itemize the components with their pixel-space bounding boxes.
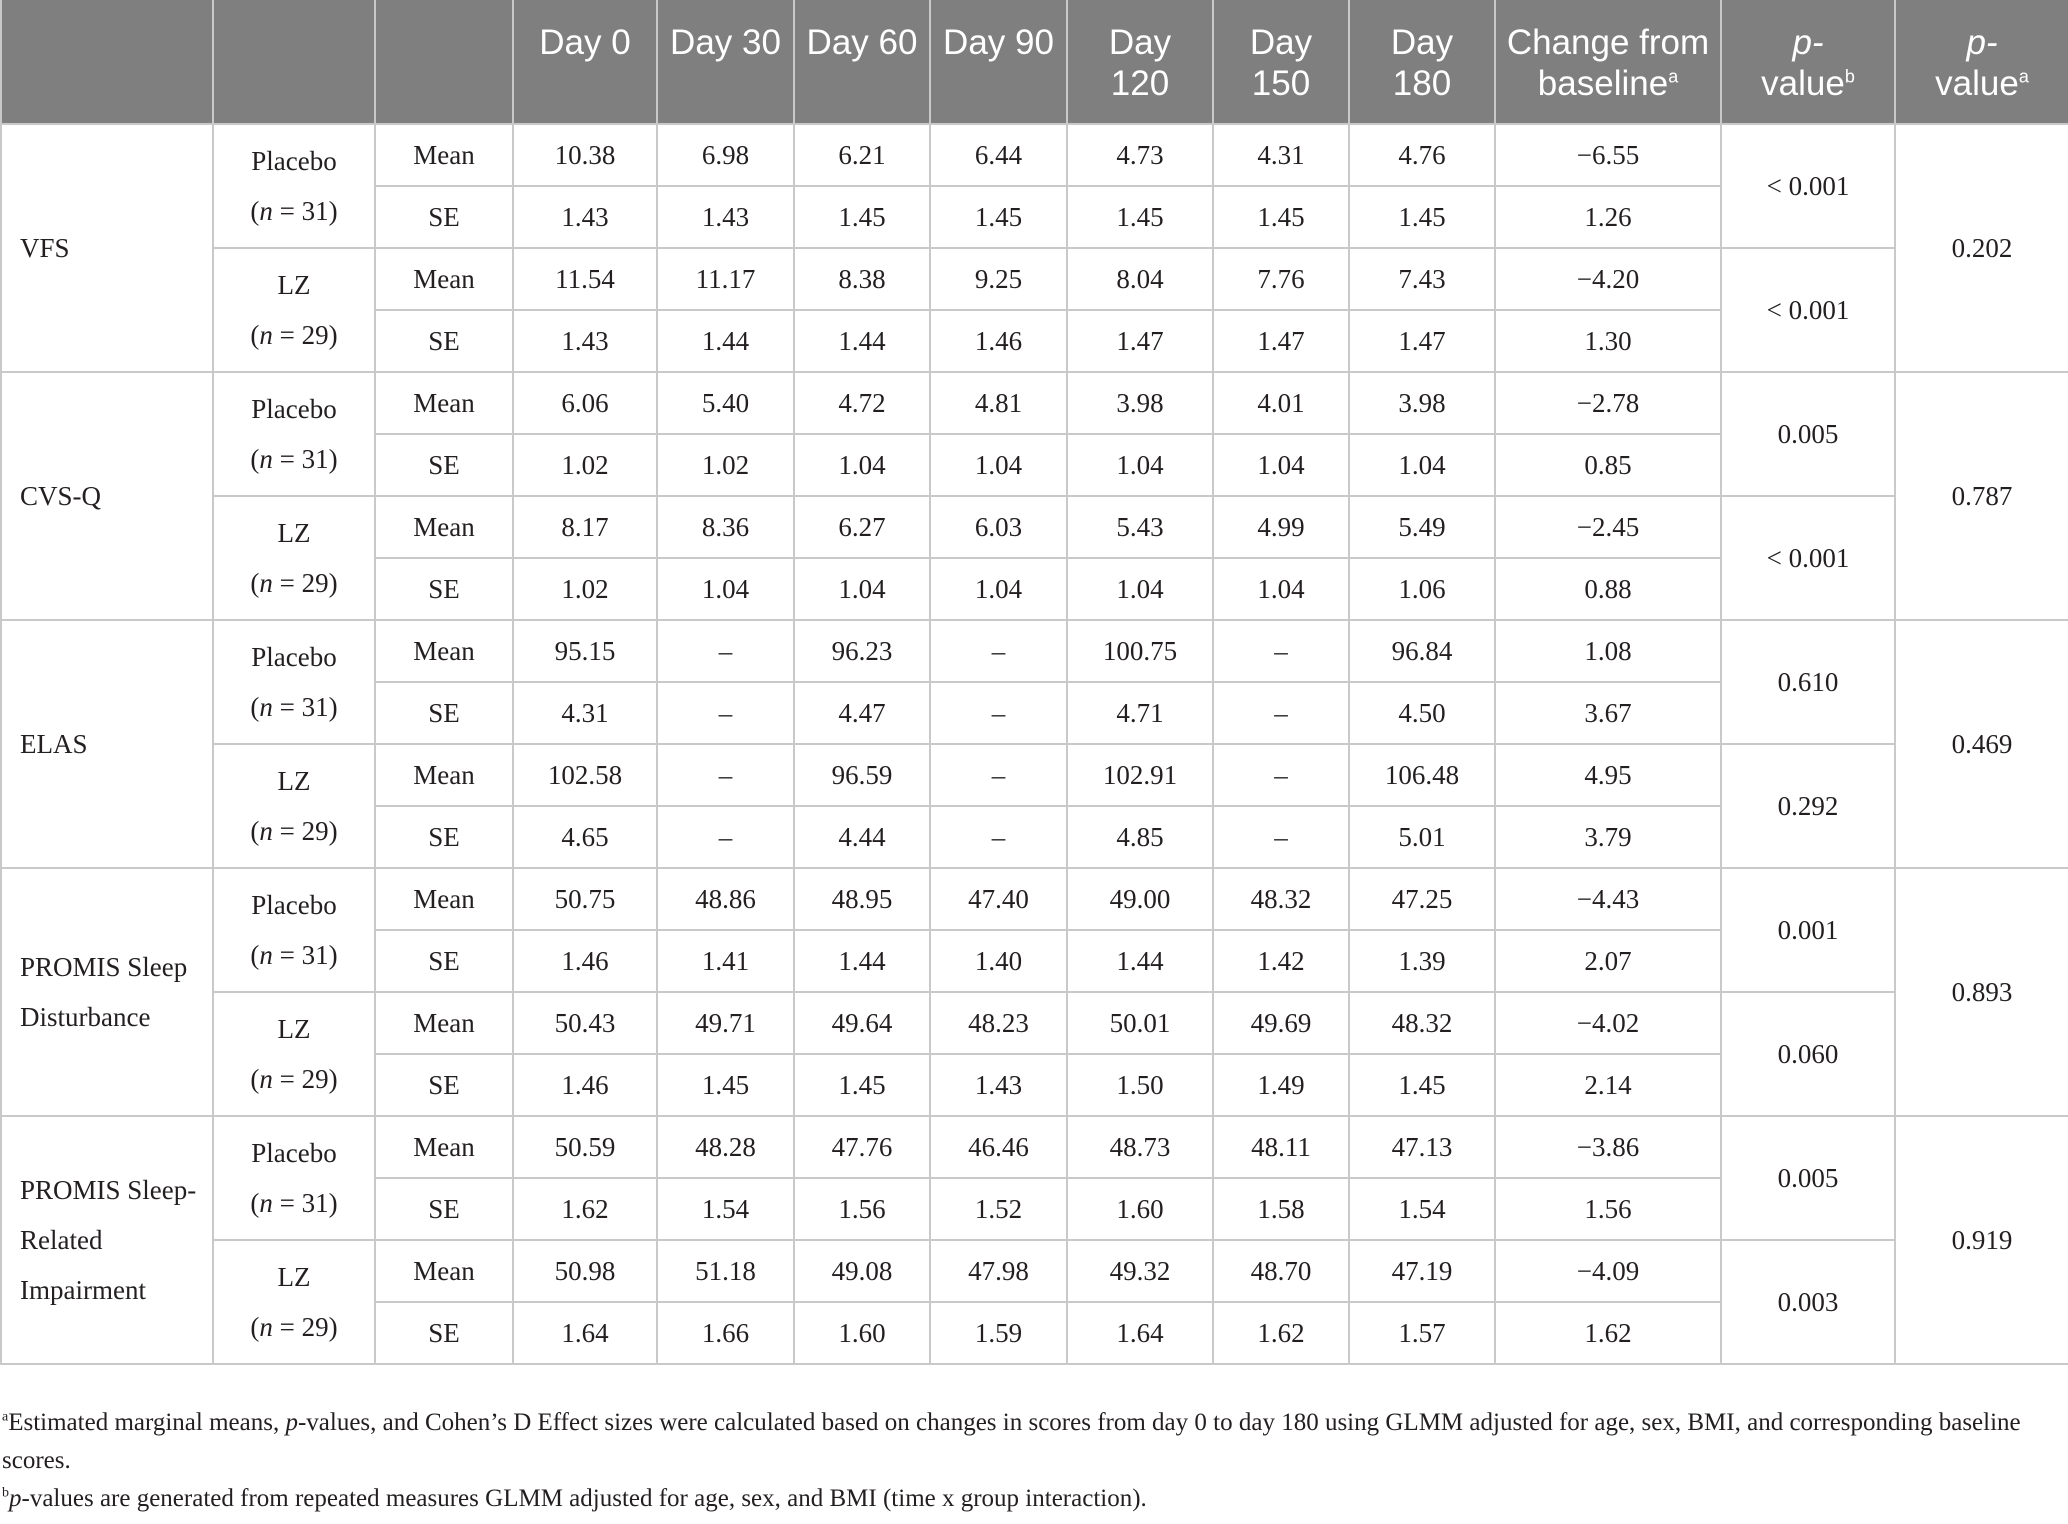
group-p-value: < 0.001 (1721, 496, 1895, 620)
header-change-sup: a (1668, 66, 1679, 87)
stat-label: Mean (375, 1116, 513, 1178)
header-day120: Day 120 (1067, 0, 1213, 124)
value-cell: 1.45 (794, 186, 930, 248)
stat-label: Mean (375, 1240, 513, 1302)
value-cell: 1.43 (513, 310, 657, 372)
value-cell: 1.44 (794, 310, 930, 372)
value-cell: 1.45 (1213, 186, 1349, 248)
header-day150: Day 150 (1213, 0, 1349, 124)
group-n: (n = 31) (250, 444, 338, 474)
header-p-inter-italic: p- (1966, 23, 1998, 62)
table-row (1, 372, 2068, 434)
value-cell: −4.02 (1495, 992, 1721, 1054)
footnote-a-text-2: -values, and Cohen’s D Effect sizes were calculated based on changes in scores from day 0 to day 180 using GLMM adjusted for age, sex, BMI, and corresponding baseline scores. (2, 1409, 2021, 1474)
group-p-value: 0.292 (1721, 744, 1895, 868)
group-cell (213, 992, 375, 1116)
value-cell: 1.02 (513, 558, 657, 620)
value-cell: 96.84 (1349, 620, 1495, 682)
interaction-p-value: 0.202 (1895, 124, 2068, 372)
group-name: Placebo (251, 146, 337, 176)
value-cell: 10.38 (513, 124, 657, 186)
value-cell: 1.46 (930, 310, 1067, 372)
value-cell: 4.31 (1213, 124, 1349, 186)
value-cell: 1.56 (1495, 1178, 1721, 1240)
value-cell: – (657, 620, 794, 682)
stat-label: Mean (375, 620, 513, 682)
header-day60: Day 60 (794, 0, 930, 124)
value-cell: 1.62 (1495, 1302, 1721, 1364)
table-row (1, 992, 2068, 1054)
value-cell: 1.45 (794, 1054, 930, 1116)
value-cell: 96.23 (794, 620, 930, 682)
group-cell (213, 620, 375, 744)
value-cell: 1.47 (1213, 310, 1349, 372)
value-cell: 5.01 (1349, 806, 1495, 868)
value-cell: 4.99 (1213, 496, 1349, 558)
stat-label: Mean (375, 496, 513, 558)
value-cell: 1.56 (794, 1178, 930, 1240)
value-cell: 1.02 (657, 434, 794, 496)
value-cell: 1.45 (1067, 186, 1213, 248)
stat-label: Mean (375, 744, 513, 806)
header-p-group-italic: p- (1792, 23, 1824, 62)
value-cell: 47.19 (1349, 1240, 1495, 1302)
value-cell: 1.30 (1495, 310, 1721, 372)
value-cell: 1.26 (1495, 186, 1721, 248)
interaction-p-value: 0.469 (1895, 620, 2068, 868)
group-n: (n = 31) (250, 196, 338, 226)
table-row (1, 1240, 2068, 1302)
value-cell: 49.69 (1213, 992, 1349, 1054)
value-cell: 100.75 (1067, 620, 1213, 682)
group-name: Placebo (251, 394, 337, 424)
group-p-value: 0.005 (1721, 1116, 1895, 1240)
value-cell: 4.72 (794, 372, 930, 434)
group-n: (n = 29) (250, 1064, 338, 1094)
value-cell: 49.00 (1067, 868, 1213, 930)
value-cell: 1.02 (513, 434, 657, 496)
measure-name: ELAS (1, 620, 213, 868)
header-blank-measure (1, 0, 213, 124)
value-cell: 1.47 (1349, 310, 1495, 372)
table-row (1, 620, 2068, 682)
value-cell: 1.44 (657, 310, 794, 372)
group-n: (n = 29) (250, 816, 338, 846)
stat-label: SE (375, 434, 513, 496)
table-row (1, 744, 2068, 806)
value-cell: 1.04 (794, 434, 930, 496)
value-cell: 49.08 (794, 1240, 930, 1302)
header-p-inter-sup: a (2018, 66, 2029, 87)
value-cell: – (930, 620, 1067, 682)
header-p-value-interaction (1895, 0, 2068, 124)
stat-label: SE (375, 186, 513, 248)
measure-name: CVS-Q (1, 372, 213, 620)
value-cell: 5.49 (1349, 496, 1495, 558)
value-cell: – (930, 744, 1067, 806)
footnote-b-marker: b (2, 1485, 9, 1501)
group-cell (213, 372, 375, 496)
value-cell: 1.40 (930, 930, 1067, 992)
value-cell: 50.75 (513, 868, 657, 930)
header-p-group-sup: b (1844, 66, 1855, 87)
value-cell: 2.07 (1495, 930, 1721, 992)
value-cell: 1.46 (513, 1054, 657, 1116)
header-row (1, 0, 2068, 124)
value-cell: – (657, 806, 794, 868)
group-p-value: 0.060 (1721, 992, 1895, 1116)
value-cell: 6.27 (794, 496, 930, 558)
value-cell: 1.04 (930, 434, 1067, 496)
value-cell: 1.04 (1067, 558, 1213, 620)
header-change-from-baseline (1495, 0, 1721, 124)
group-cell (213, 496, 375, 620)
value-cell: 8.17 (513, 496, 657, 558)
value-cell: −4.20 (1495, 248, 1721, 310)
group-p-value: < 0.001 (1721, 248, 1895, 372)
value-cell: 4.81 (930, 372, 1067, 434)
table-row (1, 248, 2068, 310)
header-p-group-rest: value (1761, 64, 1845, 103)
value-cell: 9.25 (930, 248, 1067, 310)
group-cell (213, 868, 375, 992)
value-cell: 48.32 (1349, 992, 1495, 1054)
header-p-value-group (1721, 0, 1895, 124)
value-cell: 3.79 (1495, 806, 1721, 868)
value-cell: – (657, 682, 794, 744)
group-cell (213, 1240, 375, 1364)
value-cell: 46.46 (930, 1116, 1067, 1178)
group-p-value: 0.003 (1721, 1240, 1895, 1364)
value-cell: 1.43 (657, 186, 794, 248)
value-cell: 47.13 (1349, 1116, 1495, 1178)
value-cell: 6.44 (930, 124, 1067, 186)
value-cell: 50.59 (513, 1116, 657, 1178)
value-cell: 1.60 (1067, 1178, 1213, 1240)
value-cell: 50.98 (513, 1240, 657, 1302)
value-cell: – (930, 682, 1067, 744)
value-cell: 48.32 (1213, 868, 1349, 930)
value-cell: 47.76 (794, 1116, 930, 1178)
stat-label: Mean (375, 372, 513, 434)
table-row (1, 1116, 2068, 1178)
value-cell: 1.62 (513, 1178, 657, 1240)
header-day90: Day 90 (930, 0, 1067, 124)
value-cell: 8.04 (1067, 248, 1213, 310)
table-body (1, 124, 2068, 1364)
value-cell: – (657, 744, 794, 806)
value-cell: 47.98 (930, 1240, 1067, 1302)
value-cell: 6.98 (657, 124, 794, 186)
stat-label: SE (375, 682, 513, 744)
group-cell (213, 124, 375, 248)
value-cell: – (1213, 744, 1349, 806)
value-cell: 8.38 (794, 248, 930, 310)
stat-label: SE (375, 1178, 513, 1240)
group-name: LZ (277, 518, 311, 548)
footnote-b-text: -values are generated from repeated measures GLMM adjusted for age, sex, and BMI (time x group interaction). (21, 1485, 1147, 1512)
value-cell: 5.43 (1067, 496, 1213, 558)
group-name: LZ (277, 1014, 311, 1044)
value-cell: 95.15 (513, 620, 657, 682)
value-cell: 1.39 (1349, 930, 1495, 992)
value-cell: −3.86 (1495, 1116, 1721, 1178)
value-cell: 0.85 (1495, 434, 1721, 496)
stat-label: SE (375, 930, 513, 992)
value-cell: 1.45 (657, 1054, 794, 1116)
value-cell: 1.43 (930, 1054, 1067, 1116)
value-cell: 6.06 (513, 372, 657, 434)
value-cell: 7.43 (1349, 248, 1495, 310)
value-cell: 4.44 (794, 806, 930, 868)
group-n: (n = 29) (250, 568, 338, 598)
value-cell: 1.44 (1067, 930, 1213, 992)
group-n: (n = 29) (250, 1312, 338, 1342)
value-cell: 1.42 (1213, 930, 1349, 992)
value-cell: 48.23 (930, 992, 1067, 1054)
value-cell: 96.59 (794, 744, 930, 806)
value-cell: 50.43 (513, 992, 657, 1054)
value-cell: 1.06 (1349, 558, 1495, 620)
header-day180: Day 180 (1349, 0, 1495, 124)
value-cell: 1.52 (930, 1178, 1067, 1240)
value-cell: 1.66 (657, 1302, 794, 1364)
value-cell: 1.54 (1349, 1178, 1495, 1240)
stat-label: Mean (375, 992, 513, 1054)
group-p-value: < 0.001 (1721, 124, 1895, 248)
value-cell: 6.21 (794, 124, 930, 186)
footnote-a-italic: p (285, 1409, 298, 1436)
value-cell: 1.41 (657, 930, 794, 992)
value-cell: 49.32 (1067, 1240, 1213, 1302)
value-cell: 1.62 (1213, 1302, 1349, 1364)
value-cell: 47.40 (930, 868, 1067, 930)
value-cell: 8.36 (657, 496, 794, 558)
value-cell: 1.04 (930, 558, 1067, 620)
value-cell: 4.47 (794, 682, 930, 744)
value-cell: 1.60 (794, 1302, 930, 1364)
value-cell: −4.09 (1495, 1240, 1721, 1302)
group-n: (n = 31) (250, 692, 338, 722)
value-cell: 1.54 (657, 1178, 794, 1240)
table-row (1, 496, 2068, 558)
interaction-p-value: 0.787 (1895, 372, 2068, 620)
value-cell: 1.04 (794, 558, 930, 620)
group-p-value: 0.005 (1721, 372, 1895, 496)
value-cell: 51.18 (657, 1240, 794, 1302)
header-blank-group (213, 0, 375, 124)
group-n: (n = 31) (250, 940, 338, 970)
value-cell: 4.76 (1349, 124, 1495, 186)
value-cell: 0.88 (1495, 558, 1721, 620)
header-blank-stat (375, 0, 513, 124)
stat-label: Mean (375, 248, 513, 310)
value-cell: 4.65 (513, 806, 657, 868)
value-cell: 102.91 (1067, 744, 1213, 806)
value-cell: 47.25 (1349, 868, 1495, 930)
value-cell: 48.70 (1213, 1240, 1349, 1302)
interaction-p-value: 0.893 (1895, 868, 2068, 1116)
group-name: Placebo (251, 890, 337, 920)
header-day0: Day 0 (513, 0, 657, 124)
value-cell: 1.50 (1067, 1054, 1213, 1116)
group-p-value: 0.001 (1721, 868, 1895, 992)
stat-label: SE (375, 1054, 513, 1116)
value-cell: 4.95 (1495, 744, 1721, 806)
value-cell: −4.43 (1495, 868, 1721, 930)
group-name: Placebo (251, 642, 337, 672)
value-cell: 1.04 (1213, 558, 1349, 620)
group-n: (n = 29) (250, 320, 338, 350)
group-cell (213, 248, 375, 372)
footnote-b (2, 1480, 2042, 1518)
interaction-p-value: 0.919 (1895, 1116, 2068, 1364)
value-cell: 48.73 (1067, 1116, 1213, 1178)
stat-label: SE (375, 310, 513, 372)
value-cell: −2.78 (1495, 372, 1721, 434)
value-cell: – (1213, 682, 1349, 744)
measure-name: VFS (1, 124, 213, 372)
stat-label: SE (375, 558, 513, 620)
value-cell: 1.04 (1213, 434, 1349, 496)
footnote-a-marker: a (2, 1409, 9, 1425)
footnote-a-text-1: Estimated marginal means, (8, 1409, 286, 1436)
value-cell: 1.45 (930, 186, 1067, 248)
value-cell: 1.49 (1213, 1054, 1349, 1116)
group-name: LZ (277, 1262, 311, 1292)
value-cell: 1.04 (1067, 434, 1213, 496)
value-cell: 2.14 (1495, 1054, 1721, 1116)
value-cell: 49.71 (657, 992, 794, 1054)
value-cell: 50.01 (1067, 992, 1213, 1054)
measure-name: PROMIS Sleep-Related Impairment (1, 1116, 213, 1364)
value-cell: 102.58 (513, 744, 657, 806)
value-cell: 1.08 (1495, 620, 1721, 682)
value-cell: 3.98 (1067, 372, 1213, 434)
value-cell: 3.98 (1349, 372, 1495, 434)
value-cell: 4.50 (1349, 682, 1495, 744)
value-cell: 49.64 (794, 992, 930, 1054)
group-p-value: 0.610 (1721, 620, 1895, 744)
group-name: Placebo (251, 1138, 337, 1168)
value-cell: 1.45 (1349, 186, 1495, 248)
footnotes (0, 1404, 2042, 1518)
value-cell: 4.31 (513, 682, 657, 744)
header-change-label: Change from baseline (1506, 23, 1710, 103)
value-cell: 4.01 (1213, 372, 1349, 434)
group-cell (213, 744, 375, 868)
stat-label: SE (375, 1302, 513, 1364)
value-cell: 6.03 (930, 496, 1067, 558)
value-cell: 4.85 (1067, 806, 1213, 868)
footnote-a (2, 1404, 2042, 1480)
stat-label: Mean (375, 124, 513, 186)
stat-label: SE (375, 806, 513, 868)
value-cell: 4.71 (1067, 682, 1213, 744)
value-cell: 106.48 (1349, 744, 1495, 806)
value-cell: 1.64 (1067, 1302, 1213, 1364)
value-cell: – (930, 806, 1067, 868)
header-day30: Day 30 (657, 0, 794, 124)
value-cell: 1.47 (1067, 310, 1213, 372)
value-cell: −6.55 (1495, 124, 1721, 186)
value-cell: 1.46 (513, 930, 657, 992)
value-cell: 1.43 (513, 186, 657, 248)
header-p-inter-rest: value (1935, 64, 2019, 103)
value-cell: 11.54 (513, 248, 657, 310)
value-cell: – (1213, 806, 1349, 868)
value-cell: 3.67 (1495, 682, 1721, 744)
value-cell: 48.86 (657, 868, 794, 930)
value-cell: 11.17 (657, 248, 794, 310)
value-cell: 48.11 (1213, 1116, 1349, 1178)
value-cell: −2.45 (1495, 496, 1721, 558)
measure-name: PROMIS Sleep Disturbance (1, 868, 213, 1116)
value-cell: 48.95 (794, 868, 930, 930)
stat-label: Mean (375, 868, 513, 930)
value-cell: 1.44 (794, 930, 930, 992)
value-cell: 1.59 (930, 1302, 1067, 1364)
group-name: LZ (277, 270, 311, 300)
value-cell: 4.73 (1067, 124, 1213, 186)
group-name: LZ (277, 766, 311, 796)
value-cell: 1.64 (513, 1302, 657, 1364)
group-cell (213, 1116, 375, 1240)
table-row (1, 868, 2068, 930)
value-cell: 1.04 (1349, 434, 1495, 496)
value-cell: – (1213, 620, 1349, 682)
value-cell: 1.57 (1349, 1302, 1495, 1364)
value-cell: 48.28 (657, 1116, 794, 1178)
value-cell: 7.76 (1213, 248, 1349, 310)
value-cell: 5.40 (657, 372, 794, 434)
value-cell: 1.58 (1213, 1178, 1349, 1240)
group-n: (n = 31) (250, 1188, 338, 1218)
value-cell: 1.04 (657, 558, 794, 620)
value-cell: 1.45 (1349, 1054, 1495, 1116)
table-row (1, 124, 2068, 186)
footnote-b-italic: p (9, 1485, 22, 1512)
